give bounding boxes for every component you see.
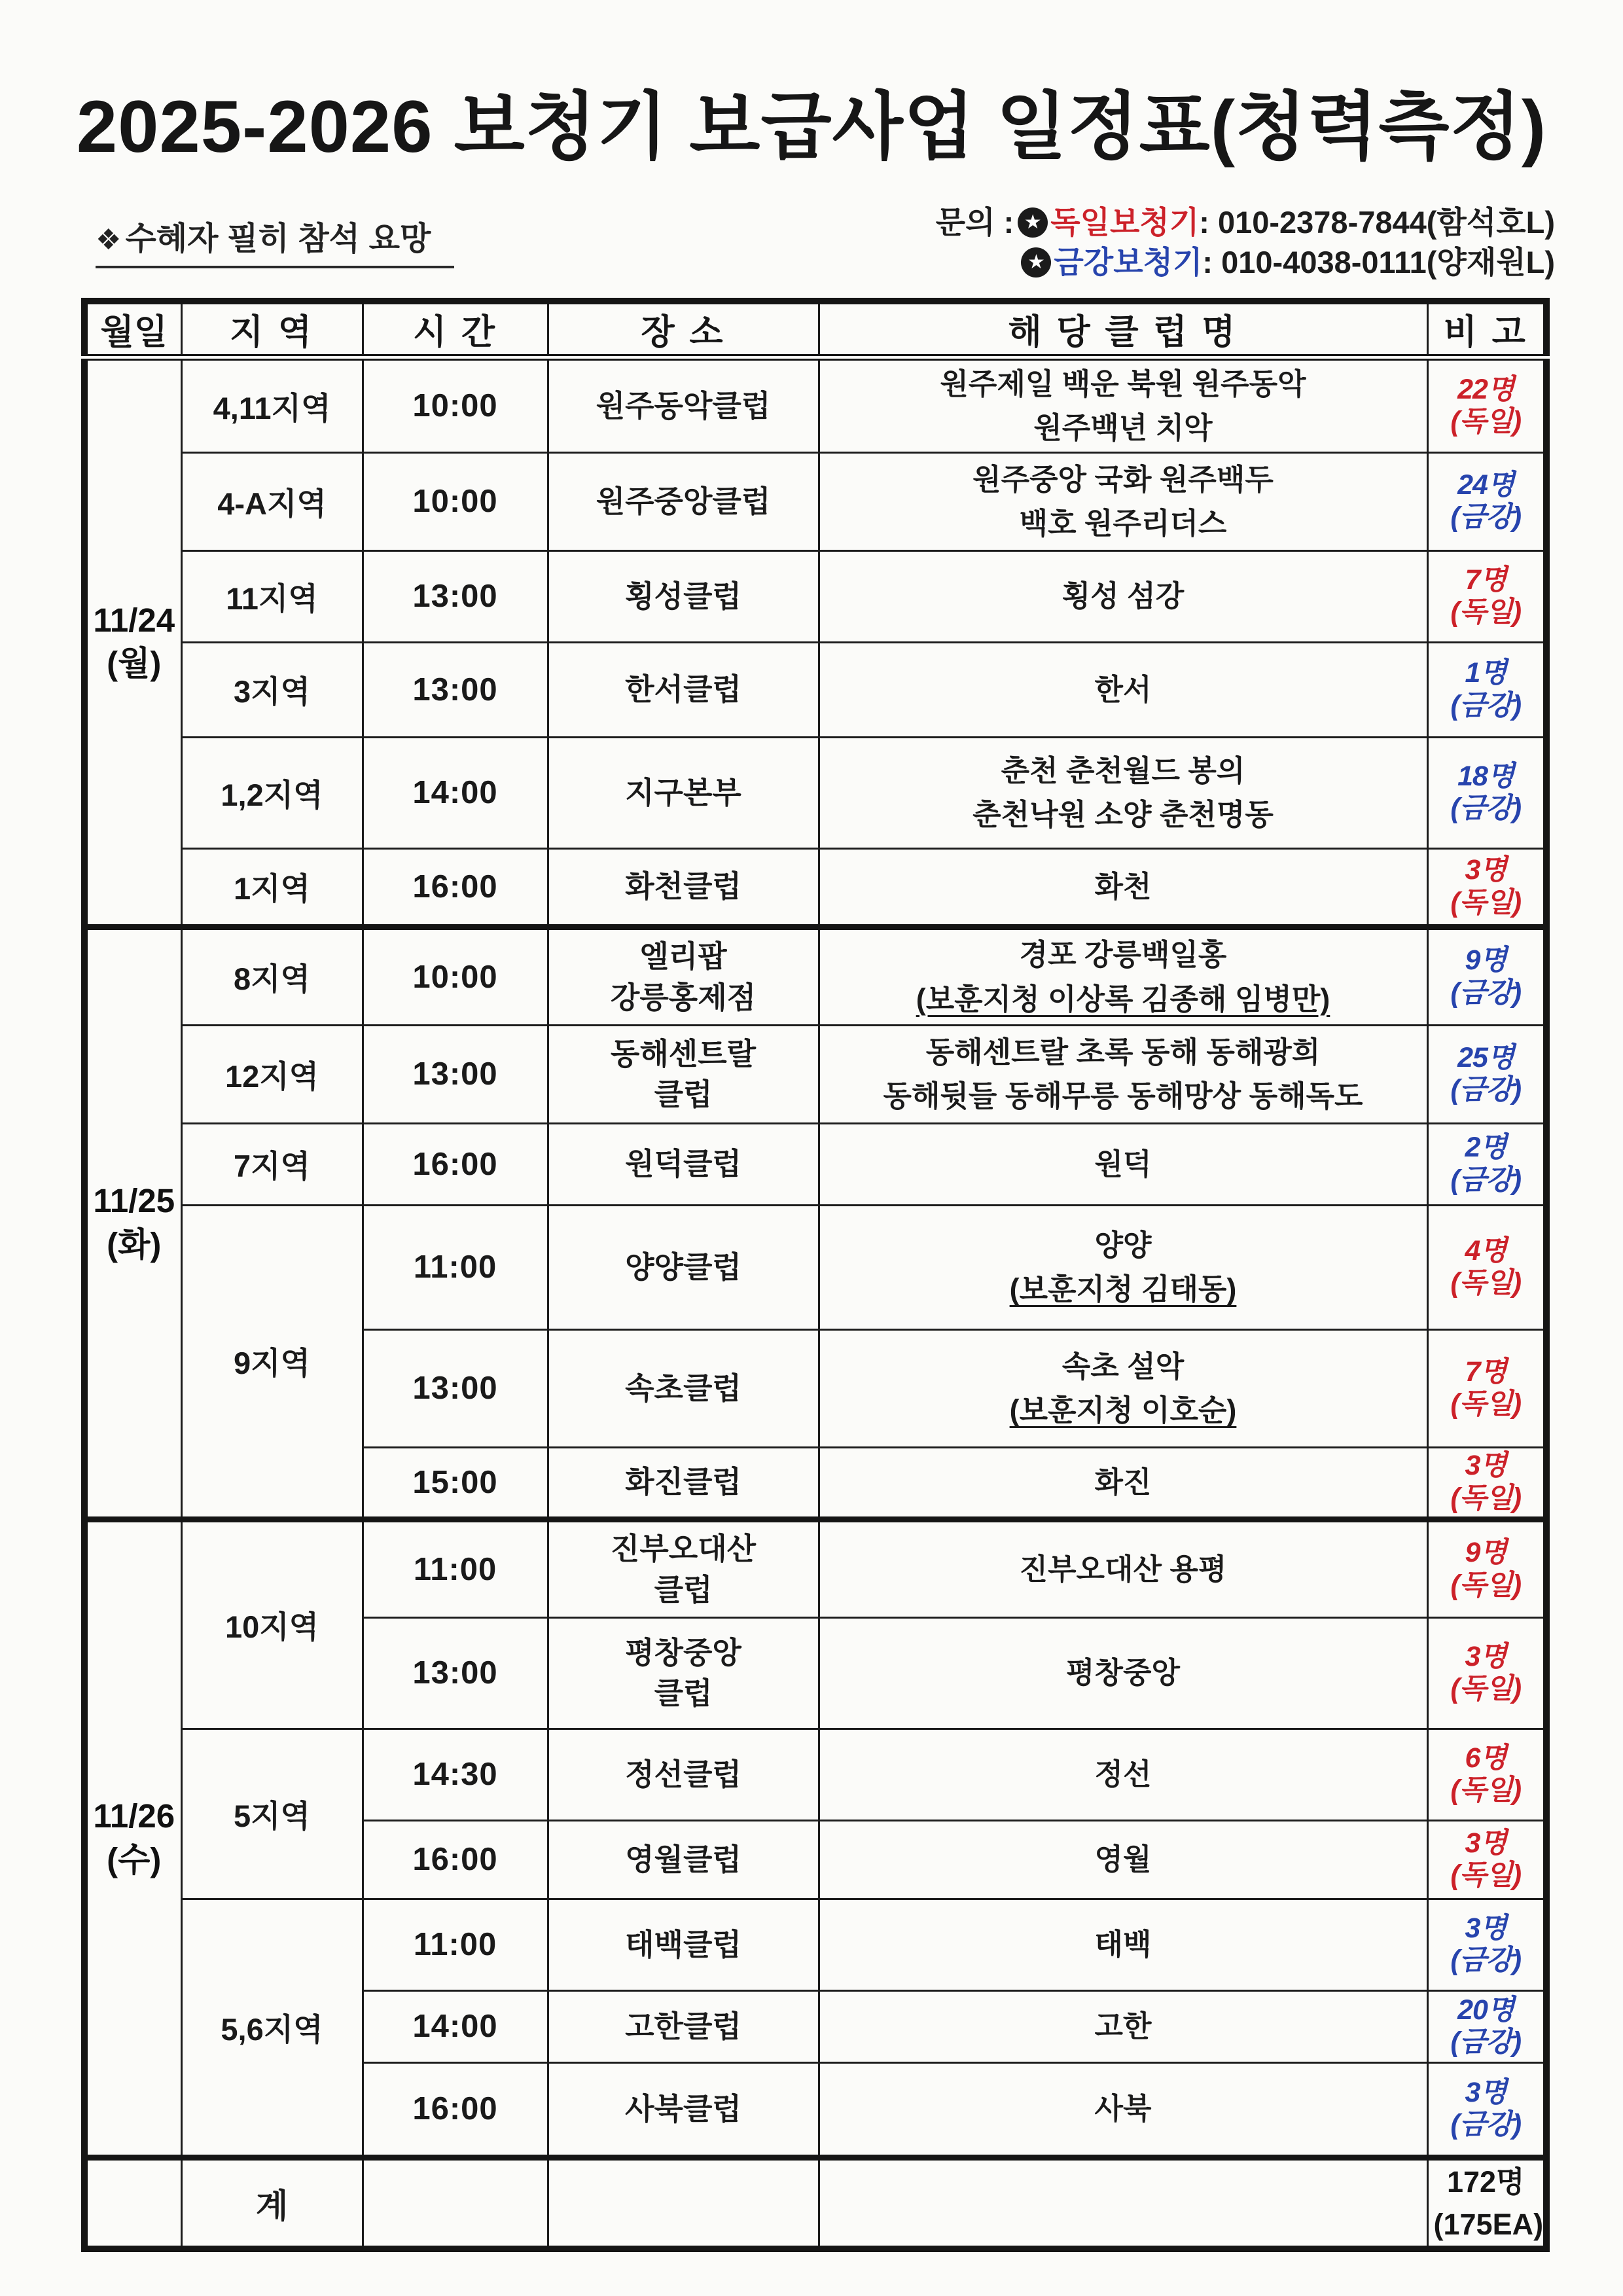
- table-row: [84, 357, 1546, 452]
- place-cell: 양양클럽: [548, 1205, 819, 1329]
- clubs-cell: 영월: [819, 1820, 1427, 1899]
- time-cell: 11:00: [363, 1519, 548, 1617]
- time-cell: 14:00: [363, 1990, 548, 2062]
- date-cell: 11/25 (화): [84, 927, 181, 1519]
- total-row: [84, 2157, 1546, 2249]
- total-empty-date: [84, 2157, 181, 2249]
- region-cell: 4,11지역: [181, 357, 363, 452]
- place-cell: 화진클럽: [548, 1447, 819, 1519]
- contact-info: [936, 207, 1555, 287]
- table-row: [84, 1729, 1546, 1820]
- col-header-note: 비 고: [1427, 301, 1546, 357]
- time-cell: 13:00: [363, 642, 548, 737]
- place-cell: 원주동악클럽: [548, 357, 819, 452]
- contact-line-geumgang: [936, 247, 1555, 278]
- region-cell: 7지역: [181, 1123, 363, 1205]
- maker-name-geumgang: 금강보청기: [1054, 245, 1203, 279]
- clubs-cell: 경포 강릉백일홍 (보훈지청 이상록 김종해 임병만): [819, 927, 1427, 1025]
- contact-label: 문의 :: [935, 205, 1014, 240]
- place-cell: 진부오대산 클럽: [548, 1519, 819, 1617]
- note-cell: 3명 (독일): [1427, 1617, 1546, 1729]
- place-cell: 지구본부: [548, 737, 819, 848]
- note-cell: 22명 (독일): [1427, 357, 1546, 452]
- table-row: [84, 1025, 1546, 1123]
- note-cell: 2명 (금강): [1427, 1123, 1546, 1205]
- note-cell: 3명 (독일): [1427, 848, 1546, 927]
- place-cell: 태백클럽: [548, 1899, 819, 1990]
- region-cell: 5지역: [181, 1729, 363, 1899]
- table-row: [84, 1519, 1546, 1617]
- clubs-cell: 양양 (보훈지청 김태동): [819, 1205, 1427, 1329]
- col-header-place: 장 소: [548, 301, 819, 357]
- clubs-cell: 춘천 춘천월드 봉의 춘천낙원 소양 춘천명동: [819, 737, 1427, 848]
- attendance-note-text: 수혜자 필히 참석 요망: [125, 221, 431, 257]
- place-cell: 정선클럽: [548, 1729, 819, 1820]
- total-note-cell: 172명 (175EA): [1427, 2157, 1546, 2249]
- region-cell: 11지역: [181, 550, 363, 642]
- time-cell: 16:00: [363, 1820, 548, 1899]
- time-cell: 14:00: [363, 737, 548, 848]
- total-empty-clubs: [819, 2157, 1427, 2249]
- place-cell: 평창중앙 클럽: [548, 1617, 819, 1729]
- clubs-cell: 속초 설악 (보훈지청 이호순): [819, 1329, 1427, 1447]
- note-cell: 3명 (금강): [1427, 1899, 1546, 1990]
- note-cell: 3명 (독일): [1427, 1820, 1546, 1899]
- clubs-cell: 횡성 섬강: [819, 550, 1427, 642]
- clubs-cell: 동해센트랄 초록 동해 동해광희 동해뒷들 동해무릉 동해망상 동해독도: [819, 1025, 1427, 1123]
- clubs-cell: 원주중앙 국화 원주백두 백호 원주리더스: [819, 452, 1427, 550]
- attendance-note: [96, 213, 454, 268]
- note-cell: 7명 (독일): [1427, 1329, 1546, 1447]
- circled-star-icon: ★: [1018, 207, 1048, 238]
- region-cell: 12지역: [181, 1025, 363, 1123]
- col-header-clubs: 해 당 클 럽 명: [819, 301, 1427, 357]
- place-cell: 엘리팝 강릉홍제점: [548, 927, 819, 1025]
- note-cell: 20명 (금강): [1427, 1990, 1546, 2062]
- note-cell: 25명 (금강): [1427, 1025, 1546, 1123]
- table-row: [84, 1899, 1546, 1990]
- place-cell: 화천클럽: [548, 848, 819, 927]
- time-cell: 10:00: [363, 357, 548, 452]
- time-cell: 16:00: [363, 1123, 548, 1205]
- time-cell: 13:00: [363, 550, 548, 642]
- time-cell: 16:00: [363, 2062, 548, 2157]
- page-title: 2025-2026 보청기 보급사업 일정표(청력측정): [76, 86, 1547, 168]
- region-cell: 5,6지역: [181, 1899, 363, 2157]
- region-cell: 10지역: [181, 1519, 363, 1729]
- table-row: [84, 550, 1546, 642]
- clubs-cell: 한서: [819, 642, 1427, 737]
- time-cell: 11:00: [363, 1205, 548, 1329]
- clubs-cell: 태백: [819, 1899, 1427, 1990]
- phone-dokil: : 010-2378-7844(함석호L): [1199, 205, 1555, 240]
- phone-geumgang: : 010-4038-0111(양재원L): [1202, 245, 1555, 279]
- clubs-cell: 원주제일 백운 북원 원주동악 원주백년 치악: [819, 357, 1427, 452]
- note-cell: 9명 (금강): [1427, 927, 1546, 1025]
- time-cell: 14:30: [363, 1729, 548, 1820]
- time-cell: 10:00: [363, 452, 548, 550]
- table-row: [84, 452, 1546, 550]
- clubs-cell: 원덕: [819, 1123, 1427, 1205]
- table-row: [84, 848, 1546, 927]
- time-cell: 10:00: [363, 927, 548, 1025]
- region-cell: 1지역: [181, 848, 363, 927]
- clubs-cell: 화진: [819, 1447, 1427, 1519]
- contact-line-dokil: [936, 207, 1555, 238]
- place-cell: 원덕클럽: [548, 1123, 819, 1205]
- clubs-cell: 평창중앙: [819, 1617, 1427, 1729]
- note-cell: 7명 (독일): [1427, 550, 1546, 642]
- time-cell: 13:00: [363, 1025, 548, 1123]
- time-cell: 13:00: [363, 1329, 548, 1447]
- total-label: 계: [181, 2157, 363, 2249]
- date-cell: 11/24 (월): [84, 357, 181, 927]
- place-cell: 고한클럽: [548, 1990, 819, 2062]
- diamond-bullet-icon: ❖: [96, 224, 122, 256]
- note-cell: 9명 (독일): [1427, 1519, 1546, 1617]
- col-header-time: 시 간: [363, 301, 548, 357]
- note-cell: 3명 (금강): [1427, 2062, 1546, 2157]
- place-cell: 사북클럽: [548, 2062, 819, 2157]
- header-row: [84, 301, 1546, 357]
- table-row: [84, 642, 1546, 737]
- total-empty-time: [363, 2157, 548, 2249]
- table-row: [84, 1205, 1546, 1329]
- col-header-date: 월일: [84, 301, 181, 357]
- note-cell: 4명 (독일): [1427, 1205, 1546, 1329]
- schedule-table: [81, 298, 1550, 2252]
- time-cell: 13:00: [363, 1617, 548, 1729]
- place-cell: 속초클럽: [548, 1329, 819, 1447]
- region-cell: 8지역: [181, 927, 363, 1025]
- region-cell: 1,2지역: [181, 737, 363, 848]
- table-row: [84, 927, 1546, 1025]
- note-cell: 6명 (독일): [1427, 1729, 1546, 1820]
- maker-name-dokil: 독일보청기: [1050, 205, 1200, 240]
- total-empty-place: [548, 2157, 819, 2249]
- circled-star-icon: ★: [1021, 247, 1051, 278]
- note-cell: 1명 (금강): [1427, 642, 1546, 737]
- time-cell: 16:00: [363, 848, 548, 927]
- place-cell: 동해센트랄 클럽: [548, 1025, 819, 1123]
- region-cell: 3지역: [181, 642, 363, 737]
- table-row: [84, 737, 1546, 848]
- note-cell: 3명 (독일): [1427, 1447, 1546, 1519]
- region-cell: 9지역: [181, 1205, 363, 1519]
- clubs-cell: 고한: [819, 1990, 1427, 2062]
- date-cell: 11/26 (수): [84, 1519, 181, 2157]
- col-header-region: 지 역: [181, 301, 363, 357]
- place-cell: 원주중앙클럽: [548, 452, 819, 550]
- clubs-cell: 화천: [819, 848, 1427, 927]
- clubs-cell: 정선: [819, 1729, 1427, 1820]
- note-cell: 18명 (금강): [1427, 737, 1546, 848]
- clubs-cell: 사북: [819, 2062, 1427, 2157]
- time-cell: 11:00: [363, 1899, 548, 1990]
- place-cell: 횡성클럽: [548, 550, 819, 642]
- time-cell: 15:00: [363, 1447, 548, 1519]
- place-cell: 한서클럽: [548, 642, 819, 737]
- place-cell: 영월클럽: [548, 1820, 819, 1899]
- table-row: [84, 1123, 1546, 1205]
- region-cell: 4-A지역: [181, 452, 363, 550]
- clubs-cell: 진부오대산 용평: [819, 1519, 1427, 1617]
- note-cell: 24명 (금강): [1427, 452, 1546, 550]
